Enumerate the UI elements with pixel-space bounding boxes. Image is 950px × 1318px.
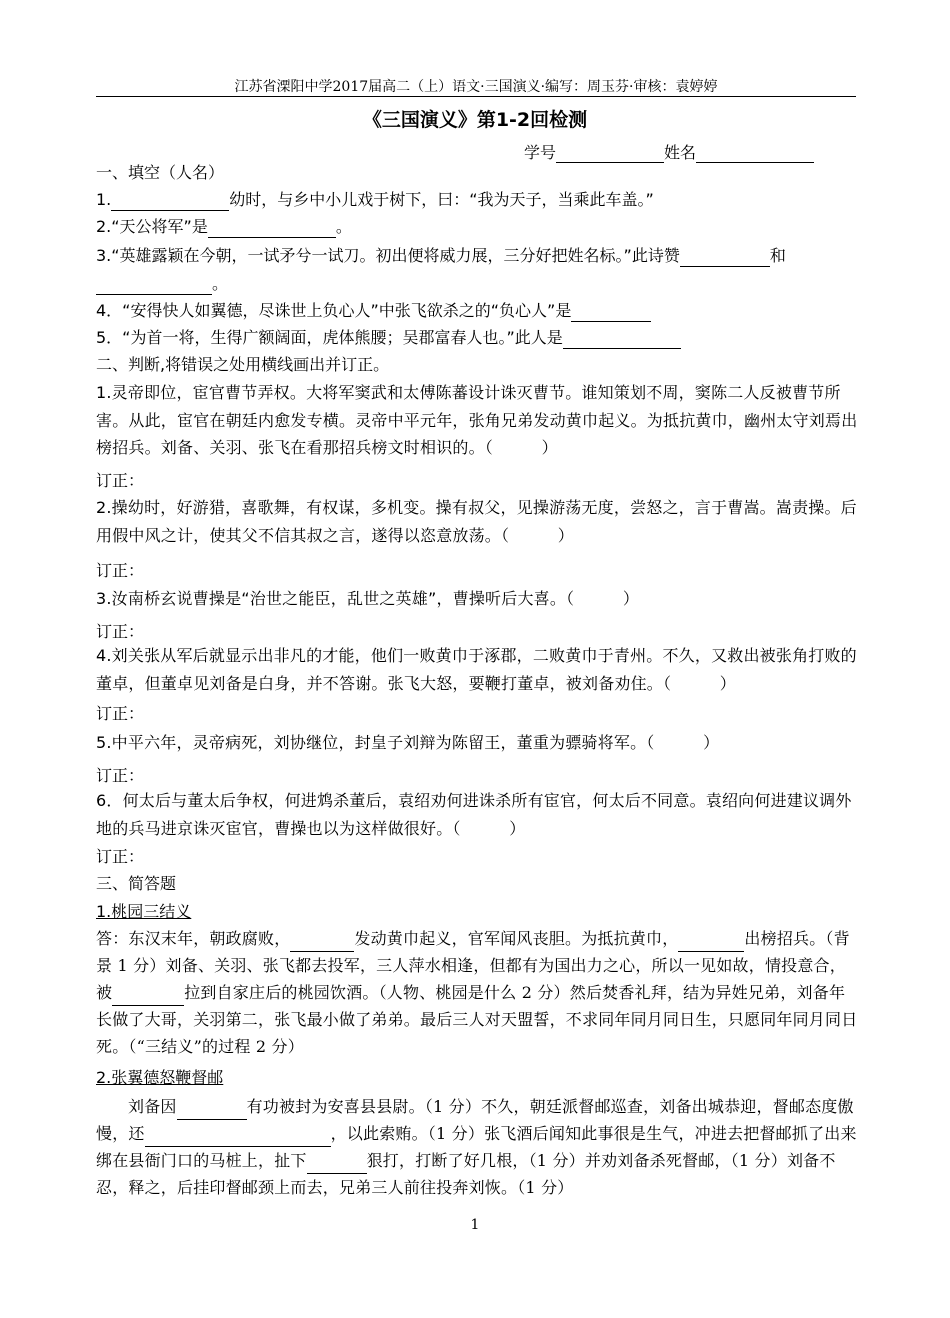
student-id-label: 学号 — [524, 143, 557, 162]
subsection-title-2: 2.张翼德怒鞭督邮 — [96, 1068, 224, 1087]
answer-blank[interactable] — [307, 1157, 367, 1174]
student-info — [524, 140, 814, 163]
answer-2: 刘备因 有功被封为安喜县县尉。（1 分）不久，朝廷派督邮巡查，刘备出城恭迎，督邮态度傲慢，还 ，以此索贿。（1 分）张飞酒后闻知此事很是生气，冲进去把督邮抓了出来绑在县衙门口的马桩上，扯下 狠打，打断了好几根，（1 分）并劝刘备杀死督邮，（1 分）刘备不忍，释之，后挂印督邮颈上而去，兄弟三人前往投奔刘恢。（1 分） — [96, 1097, 857, 1197]
answer-1: 答：东汉末年，朝政腐败， 发动黄巾起义，官军闻风丧胆。为抵抗黄巾， 出榜招兵。（背景 1 分）刘备、关羽、张飞都去投军，三人萍水相逢，但都有为国出力之心，所以一见如故，情投意合，被 拉到自家庄后的桃园饮酒。（人物、桃园是什么 2 分）然后焚香礼拜，结为异姓兄弟，刘备年长做了大哥，关羽第二，张飞最小做了弟弟。最后三人对天盟誓，不求同年同月同日生，只愿同年同月同日死。（“三结义”的过程 2 分） — [96, 929, 858, 1056]
question-1-3-cont: 。 — [96, 273, 856, 295]
answer-blank[interactable] — [112, 989, 184, 1006]
student-name-label: 姓名 — [664, 143, 697, 162]
fix-label: 订正： — [96, 622, 145, 641]
question-1-3: 3.“英雄露颖在今朝，一试矛兮一试刀。初出便将威力展，三分好把姓名标。”此诗赞 和 — [96, 246, 786, 265]
page-title: 《三国演义》第1-2回检测 — [362, 109, 588, 131]
question-2-3: 3.汝南桥玄说曹操是“治世之能臣，乱世之英雄”，曹操听后大喜。（ ） — [96, 589, 640, 608]
student-name-blank[interactable] — [696, 146, 814, 163]
answer-blank[interactable] — [571, 305, 651, 322]
document-header: 江苏省溧阳中学2017届高二（上）语文·三国演义·编写：周玉芬·审核：袁婷婷 — [234, 79, 718, 95]
fix-label: 订正： — [96, 704, 145, 723]
answer-blank[interactable] — [208, 221, 336, 238]
question-2-6: 6．何太后与董太后争权，何进鸩杀董后，袁绍劝何进诛杀所有宦官，何太后不同意。袁绍向何进建议调外地的兵马进京诛灭宦官，曹操也以为这样做很好。（ ） — [96, 791, 852, 838]
subsection-title-1: 1.桃园三结义 — [96, 902, 192, 921]
section-1-heading: 一、填空（人名） — [96, 163, 225, 182]
answer-blank[interactable] — [290, 935, 354, 952]
question-1-2: 2.“天公将军”是 。 — [96, 217, 352, 236]
fix-label: 订正： — [96, 847, 145, 866]
section-2-heading: 二、判断,将错误之处用横线画出并订正。 — [96, 355, 390, 374]
question-1-5: 5．“为首一将，生得广额阔面，虎体熊腰；吴郡富春人也。”此人是 — [96, 327, 856, 349]
student-id-blank[interactable] — [556, 146, 664, 163]
answer-blank[interactable] — [678, 935, 744, 952]
fix-label: 订正： — [96, 766, 145, 785]
question-1-1: 1. 幼时，与乡中小儿戏于树下，曰：“我为天子，当乘此车盖。” — [96, 190, 654, 209]
answer-blank[interactable] — [96, 278, 212, 295]
section-3-heading: 三、简答题 — [96, 874, 177, 893]
fix-label: 订正： — [96, 471, 145, 490]
question-1-4: 4．“安得快人如翼德，尽诛世上负心人”中张飞欲杀之的“负心人”是 — [96, 300, 856, 322]
answer-blank[interactable] — [680, 250, 770, 267]
header-rule — [96, 96, 856, 97]
answer-blank[interactable] — [145, 1130, 331, 1147]
answer-blank[interactable] — [177, 1103, 247, 1120]
answer-blank[interactable] — [563, 332, 681, 349]
question-2-1: 1.灵帝即位，宦官曹节弄权。大将军窦武和太傅陈蕃设计诛灭曹节。谁知策划不周，窦陈二人反被曹节所害。从此，宦官在朝廷内愈发专横。灵帝中平元年，张角兄弟发动黄巾起义。为抵抗黄巾，幽州太守刘焉出榜招兵。刘备、关羽、张飞在看那招兵榜文时相识的。（ ） — [96, 383, 858, 457]
page-number: 1 — [470, 1217, 480, 1233]
answer-blank[interactable] — [111, 194, 229, 211]
fix-label: 订正： — [96, 561, 145, 580]
question-2-5: 5.中平六年，灵帝病死，刘协继位，封皇子刘辩为陈留王，董重为骠骑将军。（ ） — [96, 733, 720, 752]
question-2-2: 2.操幼时，好游猎，喜歌舞，有权谋，多机变。操有叔父，见操游荡无度，尝怒之，言于曹嵩。嵩责操。后用假中风之计，使其父不信其叔之言，遂得以恣意放荡。（ ） — [96, 498, 857, 545]
question-2-4: 4.刘关张从军后就显示出非凡的才能，他们一败黄巾于涿郡，二败黄巾于青州。不久，又救出被张角打败的董卓，但董卓见刘备是白身，并不答谢。张飞大怒，要鞭打董卓，被刘备劝住。（ ） — [96, 646, 857, 693]
